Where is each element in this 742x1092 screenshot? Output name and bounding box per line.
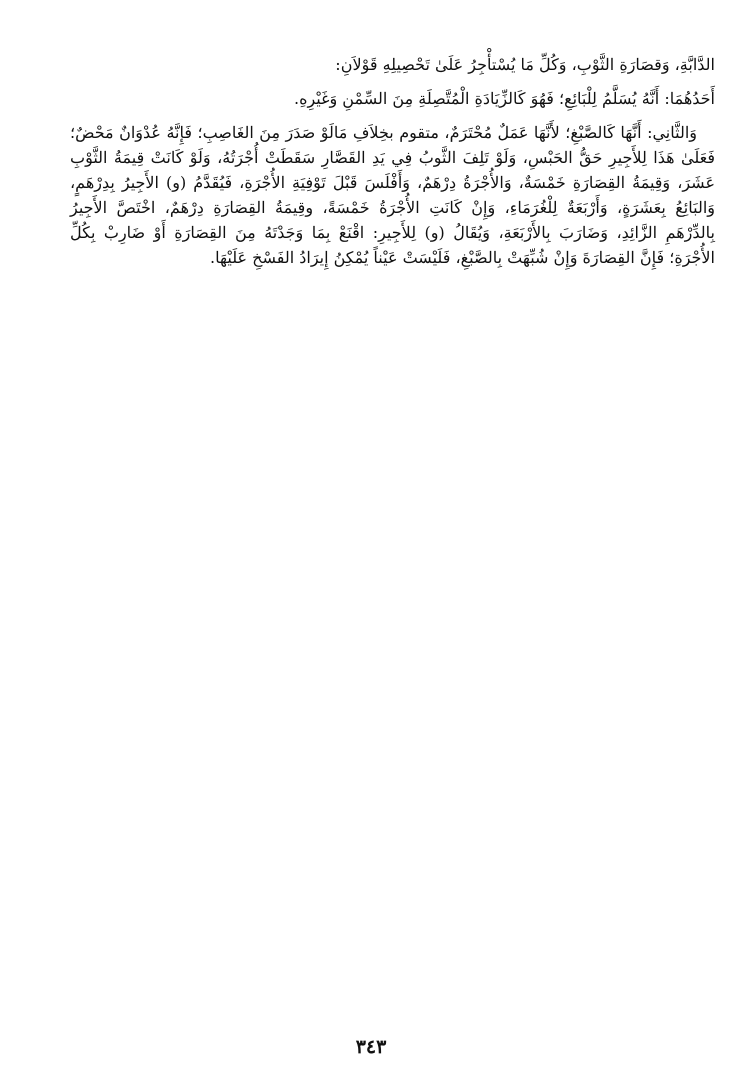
paragraph-continuation: الدَّابَّةِ، وَقصَارَةِ الثَّوْبِ، وَكُلِّ مَا يُسْتأْجِرُ عَلَىٰ تَحْصِيلِهِ قَوْلاَنِ: [335,55,715,74]
paragraph-second-opinion: وَالثَّانِي: أَنَّهَا كَالصَّبْغِ؛ لأَنَّهَا عَمَلٌ مُحْتَرَمٌ، متقوم بخِلاَفِ مَالَوْ صَدَرَ مِنَ الغَاصِبِ؛ فَإِنَّهُ عُدْوَانٌ مَحْضٌ؛ فَعَلَىٰ هَذَا لِلأَجِيرِ حَقُّ الحَبْسِ، وَلَوْ تَلِفَ الثَّوبُ فِي يَدِ القَصَّارِ سَقَطَتْ أُجْرَتُهُ، وَلَوْ كَانَتْ قِيمَةُ الثَّوْبِ عَشَرَ، وَقِيمَةُ القِصَارَةِ خَمْسَةٌ، وَالأُجْرَةُ دِرْهَمٌ، وَأَفْلَسَ قَبْلَ تَوْفِيَةِ الأُجْرَةِ، فَيُقَدَّمُ (و) الأَجِيرُ بِدِرْهَمٍ، وَالبَائِعُ بِعَشَرَةٍ، وَأَرْبَعَةٌ لِلْغُرَمَاءِ، وَإِنْ كَانَتِ الأُجْرَةُ خَمْسَةً، وقِيمَةُ القِصَارَةِ دِرْهَمٌ، اخْتَصَّ الأَجِيرُ بِالدِّرْهَمِ الزَّائِدِ، وَضَارَبَ بِالأَرْبَعَةِ، وَيُقَالُ (و) لِلأَجِيرِ: اقْنَعْ بِمَا وَجَدْتَهُ مِنَ القِصَارَةِ أَوْ ضَارِبْ بِكُلِّ الأُجْرَةِ؛ فَإِنَّ القِصَارَةَ وَإِنْ شُبِّهَتْ بِالصَّبْغِ، فَلَيْسَتْ عَيْناً يُمْكِنُ إِيرَادُ الفَسْخِ عَلَيْهَا. [70,123,715,267]
main-text-block [70,52,715,270]
page-number: ٣٤٣ [355,1036,387,1058]
paragraph-first-opinion: أَحَدُهُمَا: أَنَّهُ يُسَلَّمُ لِلْبَائِعِ؛ فَهُوَ كَالزِّيَادَةِ الْمُتَّصِلَةِ مِنَ السِّمْنِ وَغَيْرِهِ. [294,89,715,108]
